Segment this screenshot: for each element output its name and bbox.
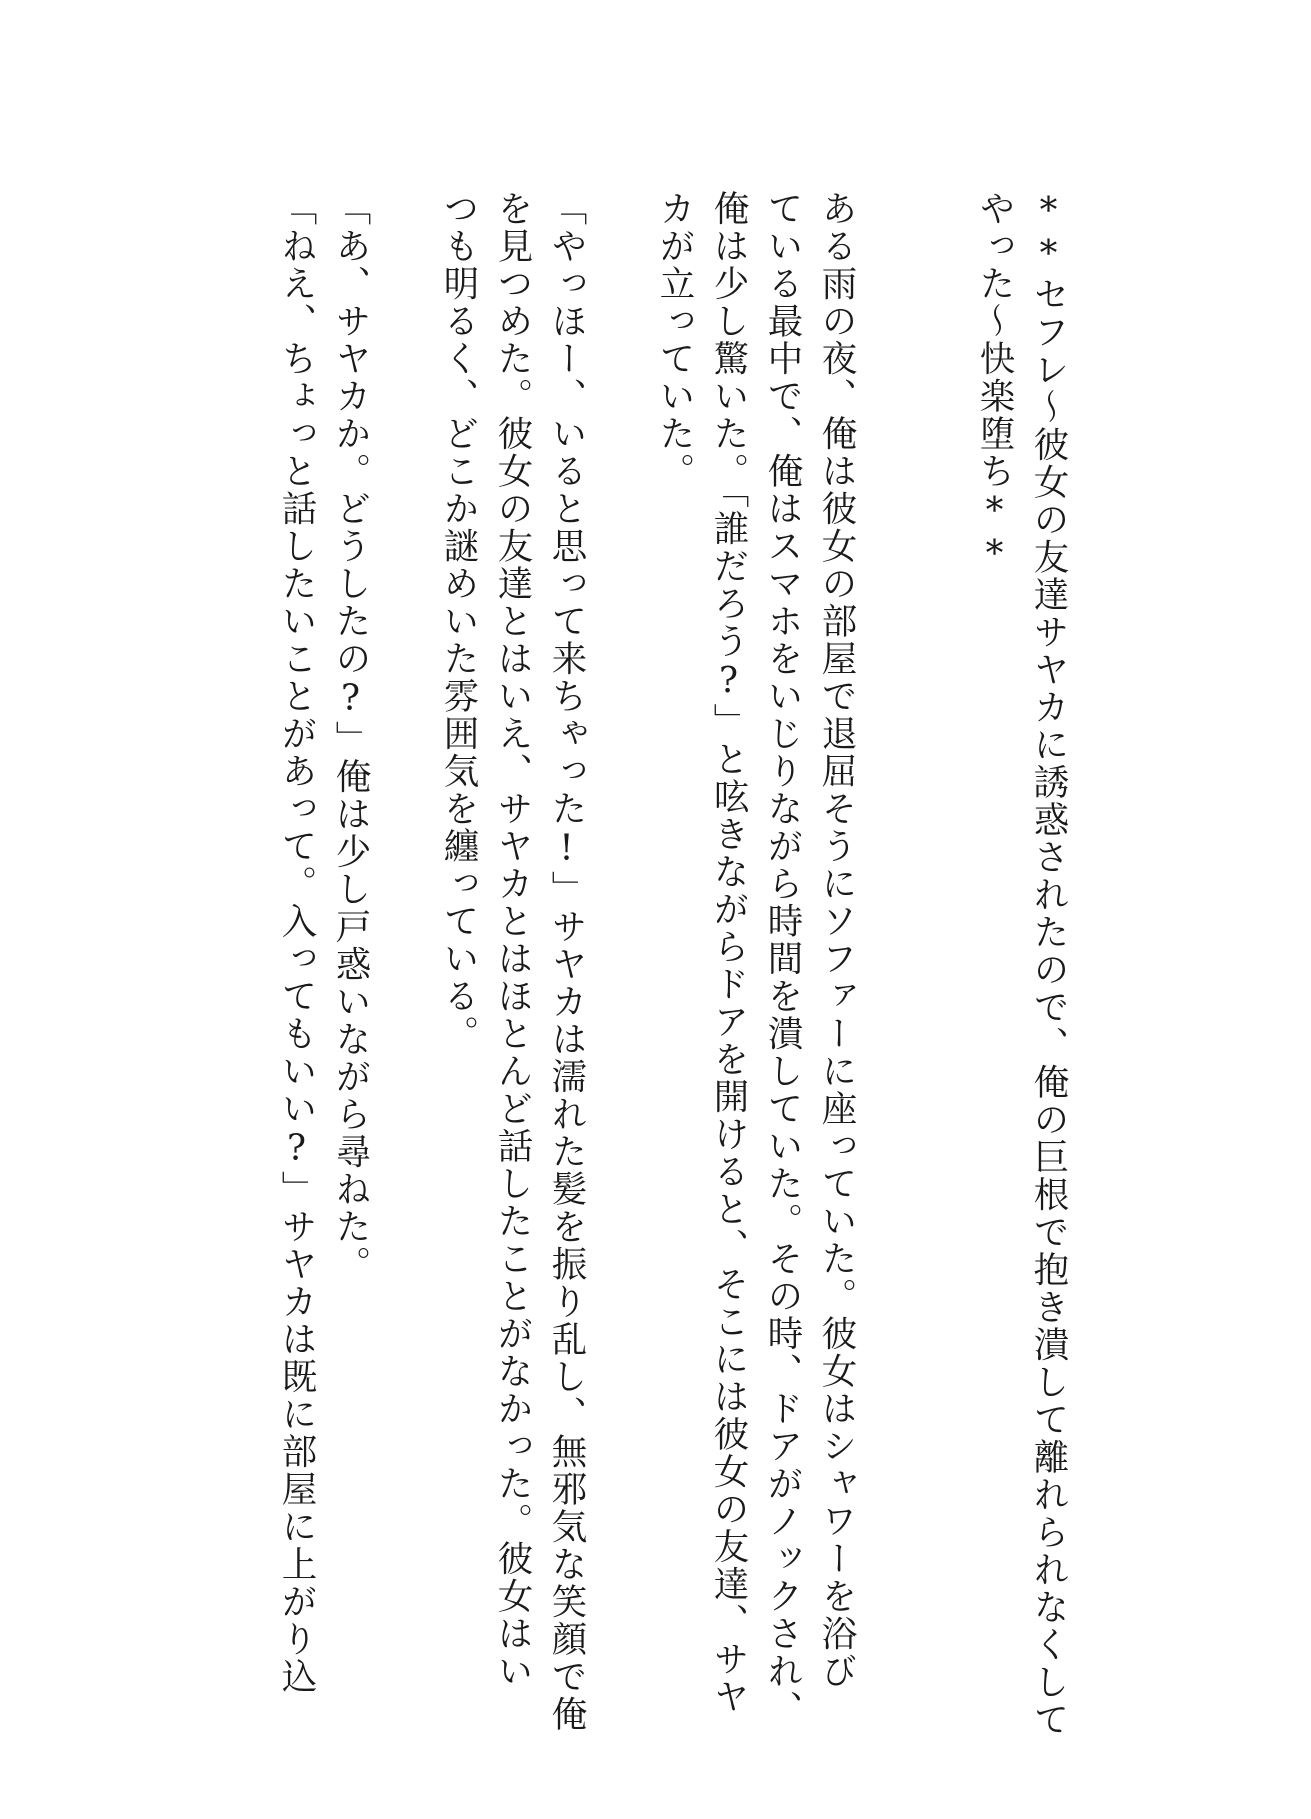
paragraph-3-line-2: 「ねえ、ちょっと話したいことがあって。入ってもいい?」サヤカは既に部屋に上がり込 [276,190,317,1696]
paragraph-2-line-2: を見つめた。彼女の友達とはいえ、サヤカとはほとんど話したことがなかった。彼女はい [492,190,533,1690]
title-line-2: やった〜快楽堕ち** [974,190,1015,576]
paragraph-1-line-1: ある雨の夜、俺は彼女の部屋で退屈そうにソファーに座っていた。彼女はシャワーを浴び [816,190,857,1690]
paragraph-1-line-3: 俺は少し驚いた。「誰だろう?」と呟きながらドアを開けると、そこには彼女の友達、サヤ [708,190,749,1716]
paragraph-1-line-2: ている最中で、俺はスマホをいじりながら時間を潰していた。その時、ドアがノックされ、 [762,190,803,1728]
paragraph-2-line-3: つも明るく、どこか謎めいた雰囲気を纏っている。 [438,190,479,1053]
paragraph-2-line-1: 「やっほー、いると思って来ちゃった!」サヤカは濡れた髪を振り乱し、無邪気な笑顔で俺 [546,190,587,1733]
paragraph-1-line-4: カが立っていた。 [654,190,695,490]
title-line-1: **セフレ〜彼女の友達サヤカに誘惑されたので、俺の巨根で抱き潰して離れられなくして [1028,190,1069,1739]
paragraph-3-line-1: 「あ、サヤカか。どうしたの?」俺は少し戸惑いながら尋ねた。 [330,190,371,1283]
